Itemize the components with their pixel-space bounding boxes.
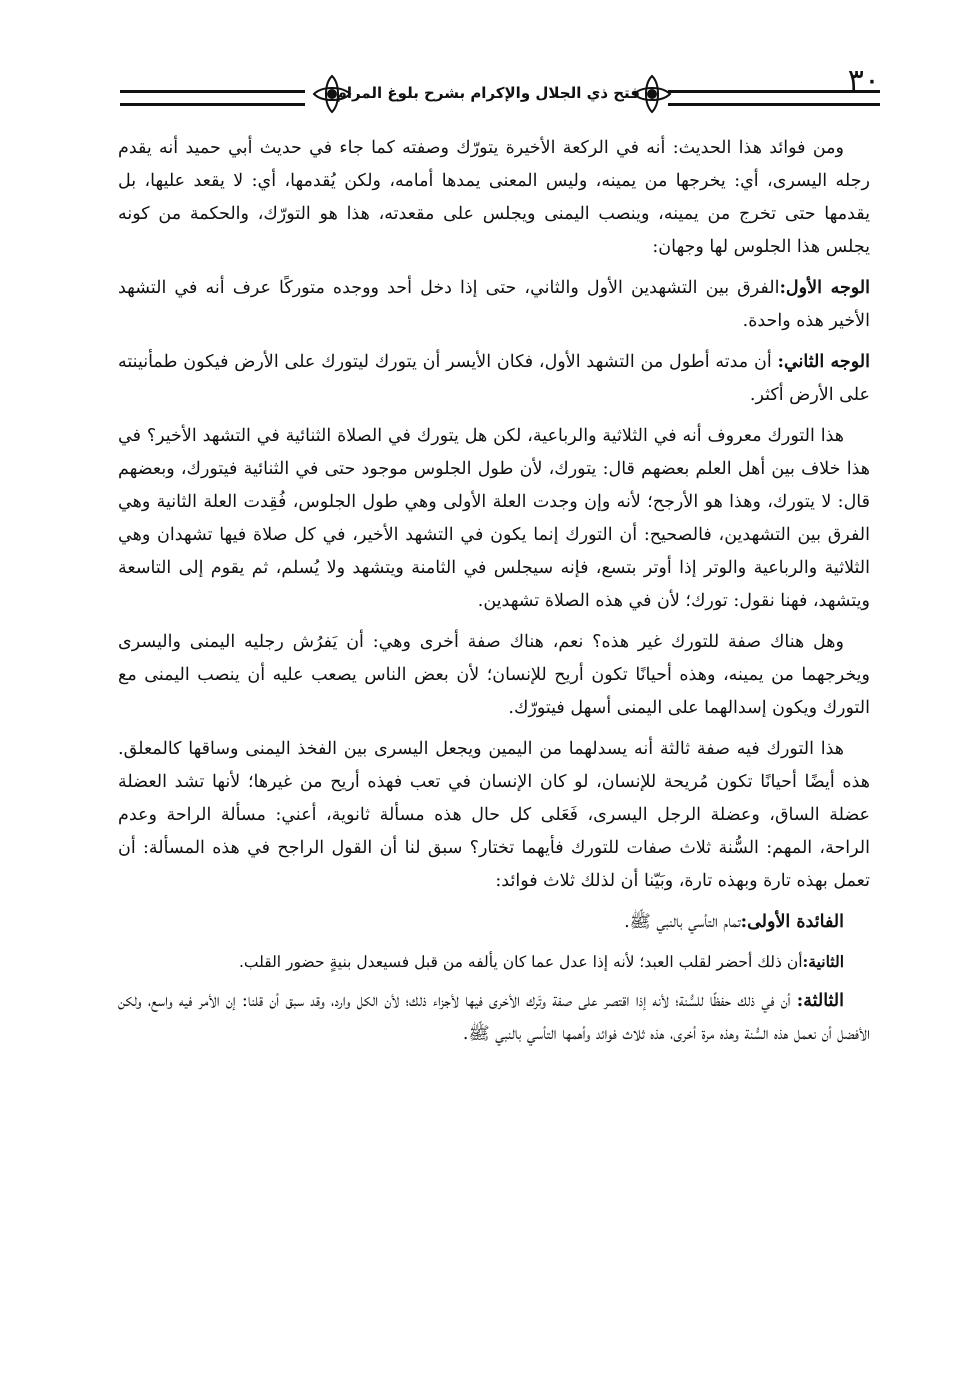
- paragraph-label: الثالثة:: [796, 991, 844, 1011]
- paragraph: الفائدة الأولى:تمام التأسي بالنبي ﷺ.: [624, 912, 844, 932]
- paragraph-label: الوجه الثاني:: [777, 352, 870, 372]
- page-number: ٣٠: [847, 63, 880, 98]
- page-header: [120, 63, 880, 112]
- paragraph-label: الثانية:: [802, 952, 844, 971]
- paragraph: الوجه الأول:الفرق بين التشهدين الأول والثاني، حتى إذا دخل أحد ووجده متوركًا عرف أنه في التشهد الأخير هذه واحدة.: [118, 278, 870, 331]
- book-title: فتح ذي الجلال والإكرام بشرح بلوغ المرام: [335, 84, 640, 102]
- paragraph-label: الوجه الأول:: [779, 278, 870, 298]
- paragraph: هذا التورك فيه صفة ثالثة أنه يسدلهما من اليمين ويجعل اليسرى بين الفخذ اليمنى وساقها كالمعلق. هذه أيضًا أحيانًا تكون مُريحة للإنسان، لو كان الإنسان في تعب فهذه أريح من غيرها؛ لأنها تشد العضلة عضلة الساق، وعضلة الرجل اليسرى، فَعَلى كل حال هذه مسألة ثانوية، أعني: مسألة الراحة وعدم الراحة، المهم: السُّنة ثلاث صفات للتورك فأيهما تختار؟ سبق لنا أن القول الراجح في هذه المسألة: أن تعمل بهذه تارة وبهذه تارة، وبَيّنا أن لذلك ثلاث فوائد:: [118, 739, 870, 891]
- paragraph: الوجه الثاني: أن مدته أطول من التشهد الأول، فكان الأيسر أن يتورك ليتورك على الأرض فيكون طمأنينته على الأرض أكثر.: [118, 352, 870, 405]
- paragraph: وهل هناك صفة للتورك غير هذه؟ نعم، هناك صفة أخرى وهي: أن يَفرُش رجليه اليمنى واليسرى ويخرجهما من يمينه، وهذه أحيانًا تكون أريح للإنسان؛ لأن بعض الناس يصعب عليه أن ينصب اليمنى مع التورك ويكون إسدالهما على اليمنى أسهل فيتورّك.: [118, 632, 870, 718]
- paragraph: الثالثة: أن في ذلك حفظًا للسُّنة؛ لأنه إذا اقتصر على صفة وتَرك الأخرى فيها لأجزاء ذلك؛ لأن الكل وارد، وقد سبق أن قلنا: إن الأمر فيه واسع، ولكن الأفضل أن نعمل هذه السُّنة وهذه مرة أخرى، هذه ثلاث فوائد وأهمها التأسي بالنبي ﷺ.: [118, 991, 870, 1044]
- header-rule-left: [120, 90, 305, 106]
- paragraph-label: الفائدة الأولى:: [740, 912, 844, 932]
- paragraph: الثانية:أن ذلك أحضر لقلب العبد؛ لأنه إذا عدل عما كان يألفه من قبل فسيعدل بنيةٍ حضور القلب.: [238, 952, 844, 971]
- paragraph: ومن فوائد هذا الحديث: أنه في الركعة الأخيرة يتورّك وصفته كما جاء في حديث أبي حميد أنه يقدم رجله اليسرى، أي: يخرجها من يمينه، وليس المعنى يمدها أمامه، ولكن يُقدمها، أي: لا يقعد عليها، بل يقدمها حتى تخرج من يمينه، وينصب اليمنى ويجلس على مقعدته، هذا هو التورّك، والحكمة من كونه يجلس هذا الجلوس لها وجهان:: [118, 138, 870, 257]
- paragraph: هذا التورك معروف أنه في الثلاثية والرباعية، لكن هل يتورك في الصلاة الثنائية في التشهد الأخير؟ في هذا خلاف بين أهل العلم بعضهم قال: يتورك، لأن طول الجلوس موجود حتى في الثنائية فيتورك، وبعضهم قال: لا يتورك، وهذا هو الأرجح؛ لأنه وإن وجدت العلة الأولى وهي طول الجلوس، فُقِدت العلة الثانية وهي الفرق بين التشهدين، فالصحيح: أن التورك إنما يكون في التشهد الأخير، في كل صلاة فيها تشهدان وهي الثلاثية والرباعية والوتر إذا أوتر بتسع، فإنه سيجلس في الثامنة ويتشهد ولا يُسلم، ثم يقوم إلى التاسعة ويتشهد، فهنا نقول: تورك؛ لأن في هذه الصلاة تشهدين.: [118, 426, 870, 611]
- page-body: [118, 132, 870, 1059]
